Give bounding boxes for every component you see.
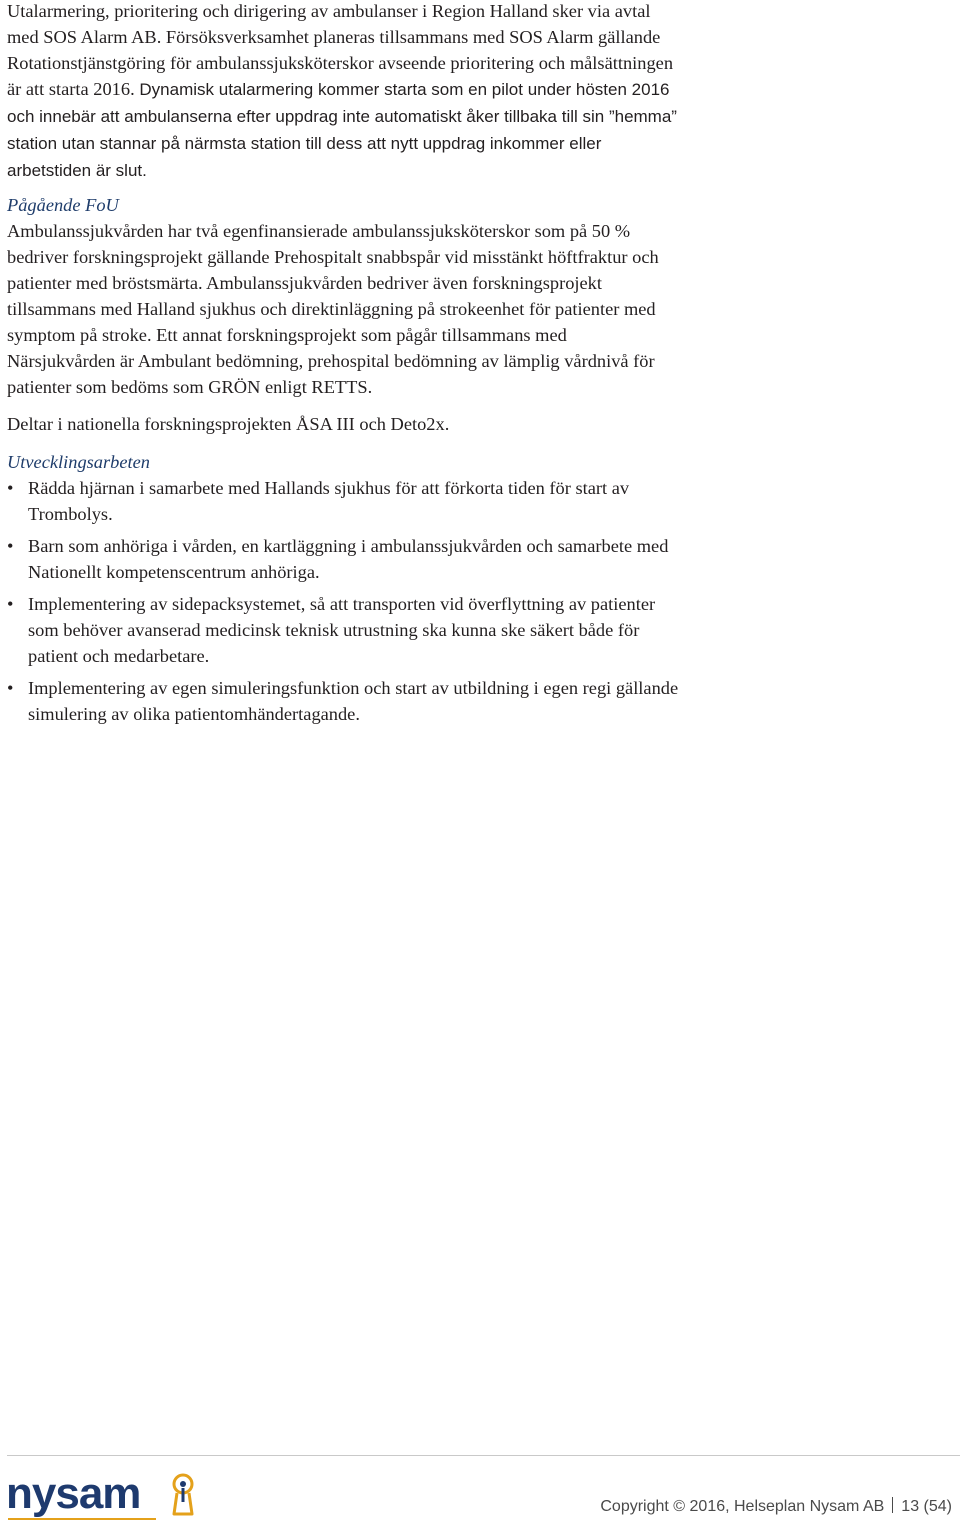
nysam-logo: [6, 1469, 206, 1520]
fou-heading: Pågående FoU: [7, 195, 119, 215]
list-item: [7, 675, 679, 727]
list-item-text: Barn som anhöriga i vården, en kartläggning i ambulanssjukvården och samarbete med Nationellt kompetenscentrum anhöriga.: [28, 536, 669, 582]
bullet-icon: •: [7, 536, 14, 556]
list-item-text: Rädda hjärnan i samarbete med Hallands sjukhus för att förkorta tiden för start av Trombolys.: [28, 478, 630, 524]
bullet-icon: •: [7, 478, 14, 498]
logo-underline: [8, 1518, 156, 1520]
deltar-paragraph: Deltar i nationella forskningsprojekten ÅSA III och Deto2x.: [7, 414, 450, 434]
fou-paragraph: [7, 218, 679, 400]
intro-text-part-1: Utalarmering, prioritering och dirigering av ambulanser i Region Halland sker via avtal med SOS Alarm AB. Försöksverksamhet planeras tillsammans med SOS Alarm gällande Rotationstjänstgöring för ambulanssjuksköterskor avseende prioritering och målsättningen är att starta 2016.: [7, 1, 674, 99]
footer-divider: [7, 1455, 960, 1456]
list-item-text: Implementering av egen simuleringsfunktion och start av utbildning i egen regi gällande simulering av olika patientomhändertagande.: [28, 678, 679, 724]
fou-text-part-2: Ambulanssjukvården bedriver även forskningsprojekt tillsammans med Halland sjukhus och direktinläggning på strokeenhet för patienter med symptom på stroke. Ett annat forskningsprojekt som pågår tillsammans med Närsjukvården är Ambulant bedömning, prehospital bedömning av lämplig vårdnivå för patienter som bedöms som GRÖN enligt RETTS.: [7, 273, 656, 397]
intro-text-part-2: Dynamisk utalarmering kommer starta som en pilot under hösten 2016 och innebär att ambulanserna efter uppdrag inte automatiskt åker tillbaka till sin ”hemma” station utan stannar på närmsta station till dess att nytt uppdrag inkommer eller arbetstiden är slut.: [7, 80, 677, 180]
utv-list: [7, 475, 679, 727]
footer-separator: [892, 1497, 893, 1513]
fou-text-part-1: Ambulanssjukvården har två egenfinansierade ambulanssjuksköterskor som på 50 % bedriver forskningsprojekt gällande Prehospitalt snabbspår vid misstänkt höftfraktur och patienter med bröstsmärta.: [7, 221, 659, 293]
intro-paragraph: [7, 0, 679, 184]
list-item: [7, 475, 679, 527]
bullet-icon: •: [7, 594, 14, 614]
utv-heading: Utvecklingsarbeten: [7, 452, 150, 472]
bullet-icon: •: [7, 678, 14, 698]
list-item: [7, 591, 679, 669]
list-item: [7, 533, 679, 585]
footer-copyright: [600, 1496, 952, 1518]
logo-wordmark: nysam: [6, 1469, 141, 1518]
copyright-text: Copyright © 2016, Helseplan Nysam AB: [600, 1498, 885, 1515]
keyhole-figure-icon: [160, 1472, 206, 1525]
page-number: 13 (54): [901, 1498, 952, 1515]
list-item-text: Implementering av sidepacksystemet, så att transporten vid överflyttning av patienter som behöver avanserad medicinsk teknisk utrustning ska kunna ske säkert både för patient och medarbetare.: [28, 594, 656, 666]
page-body: [7, 0, 679, 727]
